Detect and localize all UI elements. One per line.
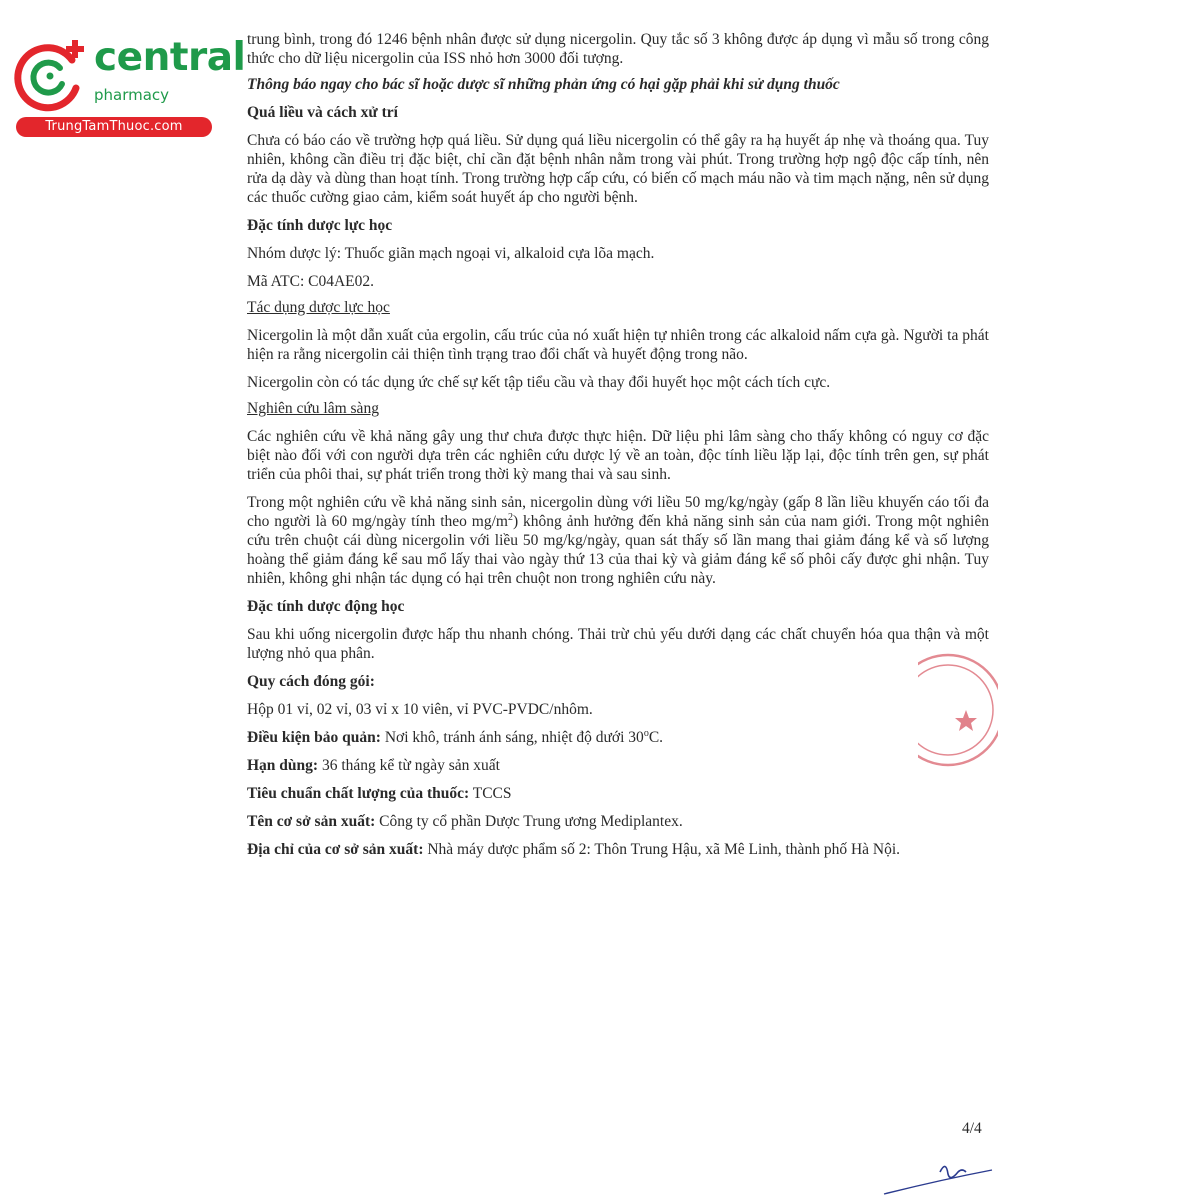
expiry-label: Hạn dùng:: [247, 757, 319, 774]
red-seal-stamp-icon: [918, 645, 998, 775]
heading-packaging: Quy cách đóng gói:: [247, 673, 375, 690]
storage-text-b: C.: [648, 729, 664, 746]
heading-pharmacokinetics: Đặc tính dược động học: [247, 598, 405, 615]
line-address: [247, 840, 989, 859]
quality-label: Tiêu chuẩn chất lượng của thuốc:: [247, 785, 470, 802]
line-storage: [247, 728, 989, 747]
paragraph-atc: Mã ATC: C04AE02.: [247, 273, 375, 290]
address-value: Nhà máy dược phẩm số 2: Thôn Trung Hậu, xã Mê Linh, thành phố Hà Nội.: [423, 841, 901, 858]
storage-label: Điều kiện bảo quản:: [247, 729, 381, 746]
paragraph-packaging: Hộp 01 vỉ, 02 vỉ, 03 vỉ x 10 viên, vỉ PVC-PVDC/nhôm.: [247, 701, 593, 718]
brand-name: central: [94, 35, 246, 80]
page-number: 4/4: [962, 1120, 982, 1137]
handwritten-signature-icon: [880, 1150, 1000, 1200]
heading-overdose: Quá liều và cách xử trí: [247, 104, 398, 121]
heading-pharmacodynamics: Đặc tính dược lực học: [247, 217, 393, 234]
pharmacy-cross-logo-icon: [10, 36, 90, 118]
storage-superscript: o: [643, 727, 649, 739]
clinical-2-text-a: Trong một nghiên cứu về khả năng sinh sản, nicergolin dùng với liều 50 mg/kg/ngày (gấp 8 lần liều khuyến cáo tối đa cho người là 60 mg/ngày tính theo mg/m: [247, 494, 989, 530]
subheading-clinical: Nghiên cứu lâm sàng: [247, 400, 379, 417]
notice-heading: Thông báo ngay cho bác sĩ hoặc dược sĩ những phản ứng có hại gặp phải khi sử dụng thuốc: [247, 76, 840, 93]
paragraph-clinical-2: [247, 493, 989, 588]
line-quality: [247, 784, 989, 803]
brand-logo: [10, 35, 246, 136]
brand-site-link[interactable]: TrungTamThuoc.com: [16, 117, 212, 137]
expiry-value: 36 tháng kể từ ngày sản xuất: [318, 757, 500, 774]
line-manufacturer: [247, 812, 989, 831]
paragraph-action-2: Nicergolin còn có tác dụng ức chế sự kết tập tiểu cầu và thay đổi huyết học một cách tích cực.: [247, 374, 831, 391]
quality-value: TCCS: [469, 785, 512, 802]
manufacturer-value: Công ty cổ phần Dược Trung ương Mediplantex.: [375, 813, 683, 830]
line-expiry: [247, 756, 989, 775]
paragraph-pharmacokinetics: Sau khi uống nicergolin được hấp thu nhanh chóng. Thải trừ chủ yếu dưới dạng các chất chuyển hóa qua thận và một lượng nhỏ qua phân.: [247, 626, 989, 662]
document-body: [247, 30, 989, 859]
clinical-2-superscript: 2: [507, 511, 513, 523]
paragraph-action-1: Nicergolin là một dẫn xuất của ergolin, cấu trúc của nó xuất hiện tự nhiên trong các alkaloid nấm cựa gà. Người ta phát hiện ra rằng nicergolin cải thiện tình trạng trao đổi chất và huyết động trong não.: [247, 327, 989, 363]
storage-text-a: Nơi khô, tránh ánh sáng, nhiệt độ dưới 30: [380, 729, 644, 746]
paragraph-clinical-1: Các nghiên cứu về khả năng gây ung thư chưa được thực hiện. Dữ liệu phi lâm sàng cho thấy không có nguy cơ đặc biệt nào đối với con người dựa trên các nghiên cứu dược lý về an toàn, độc tính liều lặp lại, độc tính trên gen, sự phát triển của phôi thai, sự phát triển trong thời kỳ mang thai và sau sinh.: [247, 428, 989, 483]
address-label: Địa chỉ của cơ sở sản xuất:: [247, 841, 424, 858]
paragraph-group: Nhóm dược lý: Thuốc giãn mạch ngoại vi, alkaloid cựa lõa mạch.: [247, 245, 655, 262]
paragraph-overdose: Chưa có báo cáo về trường hợp quá liều. Sử dụng quá liều nicergolin có thể gây ra hạ huyết áp nhẹ và thoáng qua. Tuy nhiên, không cần điều trị đặc biệt, chỉ cần đặt bệnh nhân nằm trong vài phút. Trong trường hợp ngộ độc cấp tính, nên rửa dạ dày và dùng than hoạt tính. Trong trường hợp cấp cứu, có biến cố mạch máu não và tim mạch nặng, nên sử dụng các thuốc cường giao cảm, kiểm soát huyết áp cho người bệnh.: [247, 132, 989, 206]
paragraph-intro: trung bình, trong đó 1246 bệnh nhân được sử dụng nicergolin. Quy tắc số 3 không được áp dụng vì mẫu số trong công thức cho dữ liệu nicergolin của ISS nhỏ hơn 3000 đối tượng.: [247, 31, 989, 67]
clinical-2-text-b: ) không ảnh hưởng đến khả năng sinh sản của nam giới. Trong một nghiên cứu trên chuột cái dùng nicergolin với liều 50 mg/kg/ngày, quan sát thấy số lần mang thai giảm đáng kể và số lượng hoàng thể giảm đáng kể sau mổ lấy thai vào ngày thứ 13 của thai kỳ và giảm đáng kể số phôi cấy được ghi nhận. Tuy nhiên, không ghi nhận tác dụng có hại trên chuột non trong nghiên cứu này.: [247, 513, 989, 587]
brand-subtitle: pharmacy: [94, 86, 170, 104]
subheading-action: Tác dụng dược lực học: [247, 299, 390, 316]
manufacturer-label: Tên cơ sở sản xuất:: [247, 813, 376, 830]
